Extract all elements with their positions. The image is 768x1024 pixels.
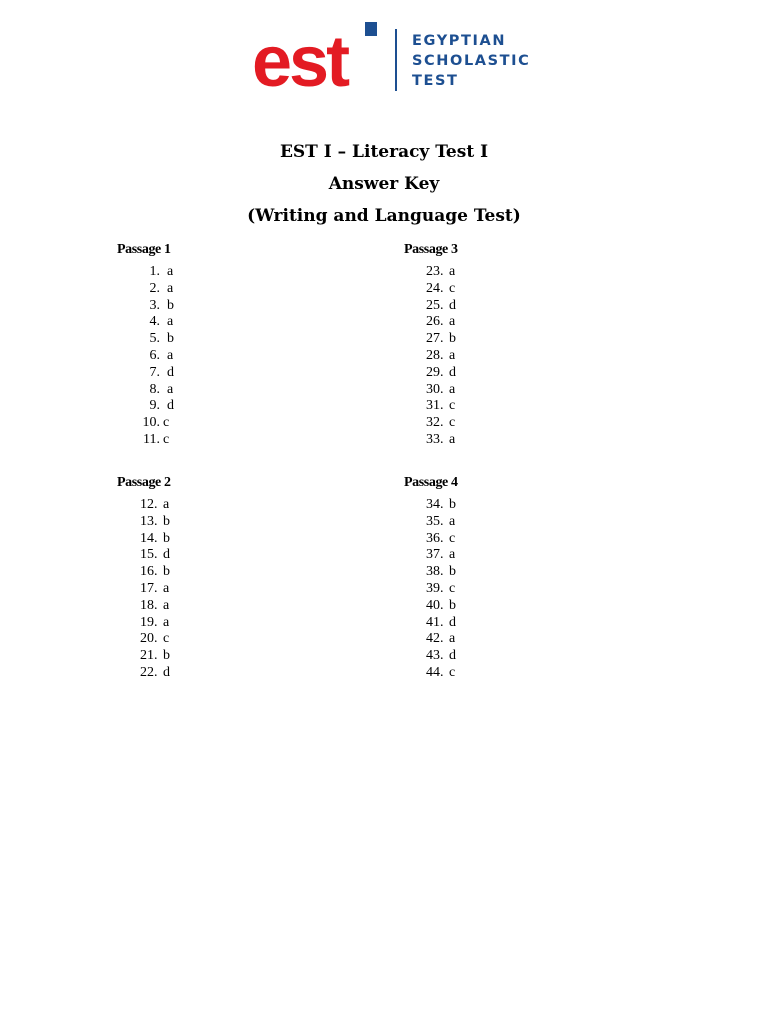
question-number: 23.: [426, 264, 444, 279]
question-number: 41.: [426, 614, 444, 630]
answer-row: [140, 631, 170, 648]
logo-mark: est: [252, 22, 348, 102]
answer-letter: a: [167, 314, 174, 330]
question-number: 17.: [140, 580, 158, 596]
answer-row: [140, 564, 170, 581]
answer-letter: d: [167, 364, 174, 380]
question-number: 11.: [143, 431, 160, 447]
answer-letter: a: [163, 614, 170, 630]
question-number: 19.: [140, 614, 158, 630]
answer-row: [140, 264, 174, 281]
question-number: 4.: [149, 314, 160, 330]
question-number: 7.: [149, 364, 160, 380]
answer-row: [426, 398, 456, 415]
answer-letter: b: [449, 331, 456, 347]
answer-row: [140, 581, 170, 598]
answer-letter: d: [163, 664, 170, 680]
answer-letter: a: [449, 347, 456, 363]
title-line-3: (Writing and Language Test): [247, 206, 521, 226]
answer-row: [140, 598, 170, 615]
answer-row: [140, 531, 170, 548]
question-number: 2.: [149, 280, 160, 296]
answer-letter: a: [449, 513, 456, 529]
question-number: 24.: [426, 280, 444, 296]
question-number: 12.: [140, 497, 158, 512]
question-number: 33.: [426, 431, 444, 447]
question-number: 27.: [426, 331, 444, 347]
answer-row: [140, 514, 170, 531]
answer-row: [140, 281, 174, 298]
answer-row: [140, 348, 174, 365]
question-number: 22.: [140, 664, 158, 680]
answer-letter: d: [449, 648, 456, 664]
answer-letter: b: [449, 564, 456, 580]
question-number: 31.: [426, 398, 444, 414]
question-number: 29.: [426, 364, 444, 380]
document-title: [0, 136, 768, 232]
passage-heading: Passage 3: [404, 242, 458, 257]
question-number: 44.: [426, 664, 444, 680]
title-line-1: EST I – Literacy Test I: [279, 142, 489, 162]
question-number: 40.: [426, 597, 444, 613]
answer-row: [140, 331, 174, 348]
answer-letter: a: [163, 497, 170, 512]
answer-letter: c: [449, 580, 456, 596]
question-number: 25.: [426, 297, 444, 313]
question-number: 3.: [149, 297, 160, 313]
question-number: 26.: [426, 314, 444, 330]
answer-row: [426, 631, 456, 648]
answer-letter: a: [449, 431, 456, 447]
answer-row: [140, 298, 174, 315]
est-logo: [252, 18, 552, 102]
passage-4-section: [404, 473, 604, 680]
answer-row: [426, 497, 456, 514]
answer-row: [140, 432, 174, 449]
answer-letter: a: [163, 580, 170, 596]
answer-row: [426, 281, 456, 298]
answer-row: [140, 615, 170, 632]
question-number: 28.: [426, 347, 444, 363]
answer-letter: a: [167, 264, 174, 279]
answer-letter: a: [449, 547, 456, 563]
answer-row: [426, 415, 456, 432]
answer-letter: a: [167, 347, 174, 363]
answer-letter: c: [449, 415, 456, 431]
answer-letter: b: [163, 564, 170, 580]
answer-letter: b: [167, 331, 174, 347]
answer-row: [426, 331, 456, 348]
logo-line-2: SCHOLASTIC: [412, 53, 531, 69]
question-number: 14.: [140, 530, 158, 546]
answer-row: [426, 598, 456, 615]
question-number: 9.: [149, 398, 160, 414]
logo-line-3: TEST: [412, 73, 459, 89]
answer-row: [426, 531, 456, 548]
answer-row: [140, 415, 174, 432]
question-number: 10.: [142, 415, 160, 431]
passage-1-section: [117, 240, 317, 447]
passage-3-section: [404, 240, 604, 447]
passage-heading: Passage 2: [117, 475, 171, 490]
passage-heading: Passage 4: [404, 475, 458, 490]
question-number: 32.: [426, 415, 444, 431]
answer-letter: a: [449, 264, 456, 279]
passage-2-section: [117, 473, 317, 680]
logo-wordmark: [412, 31, 530, 91]
question-number: 13.: [140, 513, 158, 529]
question-number: 15.: [140, 547, 158, 563]
question-number: 38.: [426, 564, 444, 580]
answer-letter: c: [449, 280, 456, 296]
question-number: 8.: [149, 381, 160, 397]
question-number: 16.: [140, 564, 158, 580]
answer-letter: d: [167, 398, 174, 414]
answer-row: [140, 547, 170, 564]
answer-letter: d: [163, 547, 170, 563]
answer-row: [140, 648, 170, 665]
answer-row: [426, 432, 456, 449]
question-number: 18.: [140, 597, 158, 613]
answer-row: [140, 398, 174, 415]
answer-row: [426, 514, 456, 531]
answer-letter: c: [163, 415, 170, 431]
answer-row: [426, 615, 456, 632]
logo-line-1: EGYPTIAN: [412, 33, 507, 49]
answer-row: [426, 264, 456, 281]
question-number: 6.: [149, 347, 160, 363]
question-number: 35.: [426, 513, 444, 529]
answer-letter: d: [449, 614, 456, 630]
answer-letter: a: [449, 314, 456, 330]
passage-heading: Passage 1: [117, 242, 171, 257]
question-number: 21.: [140, 648, 158, 664]
question-number: 42.: [426, 631, 444, 647]
question-number: 34.: [426, 497, 444, 512]
answer-letter: c: [449, 398, 456, 414]
answer-row: [426, 665, 456, 682]
answer-row: [426, 382, 456, 399]
answer-letter: a: [167, 280, 174, 296]
answer-row: [426, 648, 456, 665]
question-number: 36.: [426, 530, 444, 546]
answer-letter: c: [449, 530, 456, 546]
answer-letter: a: [449, 631, 456, 647]
answer-row: [140, 365, 174, 382]
answer-letter: b: [163, 530, 170, 546]
answer-row: [426, 564, 456, 581]
answer-row: [426, 314, 456, 331]
answer-letter: c: [449, 664, 456, 680]
answer-row: [426, 298, 456, 315]
answer-letter: c: [163, 631, 170, 647]
question-number: 39.: [426, 580, 444, 596]
answer-row: [426, 348, 456, 365]
answer-list: [140, 264, 174, 449]
question-number: 37.: [426, 547, 444, 563]
answer-row: [140, 497, 170, 514]
answer-row: [140, 665, 170, 682]
question-number: 20.: [140, 631, 158, 647]
answer-list: [426, 264, 456, 449]
question-number: 5.: [149, 331, 160, 347]
answer-letter: c: [163, 431, 170, 447]
logo-divider: [395, 29, 397, 91]
answer-letter: a: [167, 381, 174, 397]
answer-letter: a: [163, 597, 170, 613]
answer-letter: b: [163, 513, 170, 529]
answer-row: [140, 382, 174, 399]
answer-row: [426, 581, 456, 598]
answer-letter: b: [449, 597, 456, 613]
answer-row: [140, 314, 174, 331]
logo-accent-flag: [365, 22, 377, 36]
answer-letter: b: [449, 497, 456, 512]
answer-letter: b: [163, 648, 170, 664]
answer-row: [426, 547, 456, 564]
answer-letter: a: [449, 381, 456, 397]
answer-letter: d: [449, 297, 456, 313]
answer-list: [140, 497, 170, 682]
title-line-2: Answer Key: [328, 174, 440, 194]
question-number: 30.: [426, 381, 444, 397]
question-number: 43.: [426, 648, 444, 664]
question-number: 1.: [149, 264, 160, 279]
answer-letter: b: [167, 297, 174, 313]
answer-list: [426, 497, 456, 682]
answer-letter: d: [449, 364, 456, 380]
answer-row: [426, 365, 456, 382]
